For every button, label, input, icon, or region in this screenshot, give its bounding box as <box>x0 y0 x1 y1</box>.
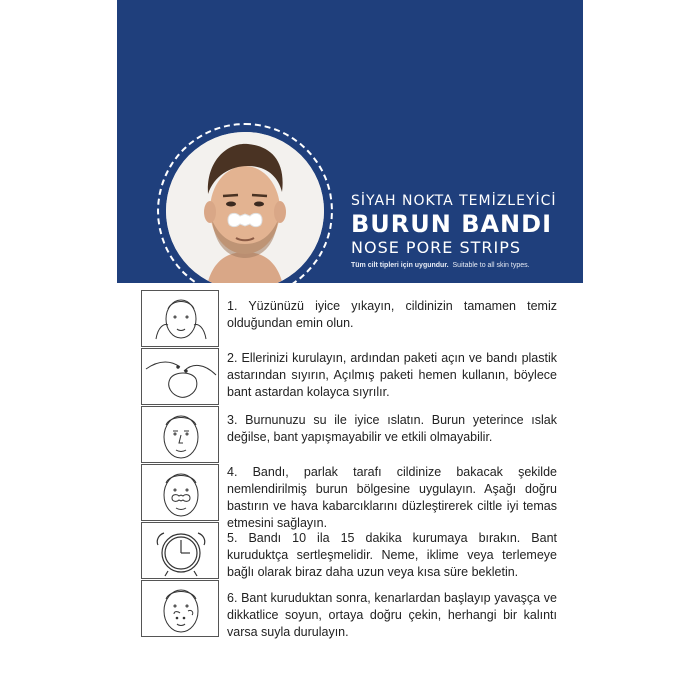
skin-type-note <box>351 262 557 269</box>
step-1-text: 1. Yüzünüzü iyice yıkayın, cildinizin tamamen temiz olduğundan emin olun. <box>227 299 557 330</box>
product-title: BURUN BANDI <box>351 210 552 238</box>
step-2-text: 2. Ellerinizi kurulayın, ardından paketi açın ve bandı plastik astarından sıyırın, Açılmış paketi hemen kullanın, böylece bant astardan kolayca sıyrılır. <box>227 351 557 399</box>
step-3-text: 3. Burnunuzu su ile iyice ıslatın. Burun yeterince ıslak değilse, bant yapışmayabilir ve etkili olmayabilir. <box>227 413 557 444</box>
step-5-text: 5. Bandı 10 ila 15 dakika kurumaya bırakın. Bant kuruduktça sertleşmelidir. Neme, iklime veya terlemeye bağlı olarak biraz daha uzun veya kısa süre bekletin. <box>227 531 557 579</box>
product-subtitle-english: NOSE PORE STRIPS <box>351 238 522 257</box>
wet-nose-face-icon <box>141 406 219 463</box>
hands-peel-strip-icon <box>141 348 219 405</box>
skin-type-note-en: Suitable to all skin types. <box>452 262 530 269</box>
step-6-text: 6. Bant kuruduktan sonra, kenarlardan başlayıp yavaşça ve dikkatlice soyun, ortaya doğru çekin, herhangi bir kalıntı varsa suyla durulayın. <box>227 591 557 639</box>
header-panel <box>117 0 583 283</box>
man-with-nose-strip-icon <box>166 132 324 283</box>
skin-type-note-tr: Tüm cilt tipleri için uygundur. <box>351 262 449 269</box>
model-portrait <box>166 132 324 283</box>
face-wash-icon <box>141 290 219 347</box>
peel-off-face-icon <box>141 580 219 637</box>
step-4-text: 4. Bandı, parlak tarafı cildinize bakacak şekilde nemlendirilmiş burun bölgesine uygulayın. Aşağı doğru bastırın ve hava kabarcıklarını düzleştirerek ciltle iyi temas etmesini sağlayın. <box>227 465 557 530</box>
product-title-block <box>351 193 557 269</box>
alarm-clock-icon <box>141 522 219 579</box>
step-icons-column <box>141 290 221 638</box>
apply-strip-face-icon <box>141 464 219 521</box>
product-subtitle-turkish: SİYAH NOKTA TEMİZLEYİCİ <box>351 193 557 209</box>
